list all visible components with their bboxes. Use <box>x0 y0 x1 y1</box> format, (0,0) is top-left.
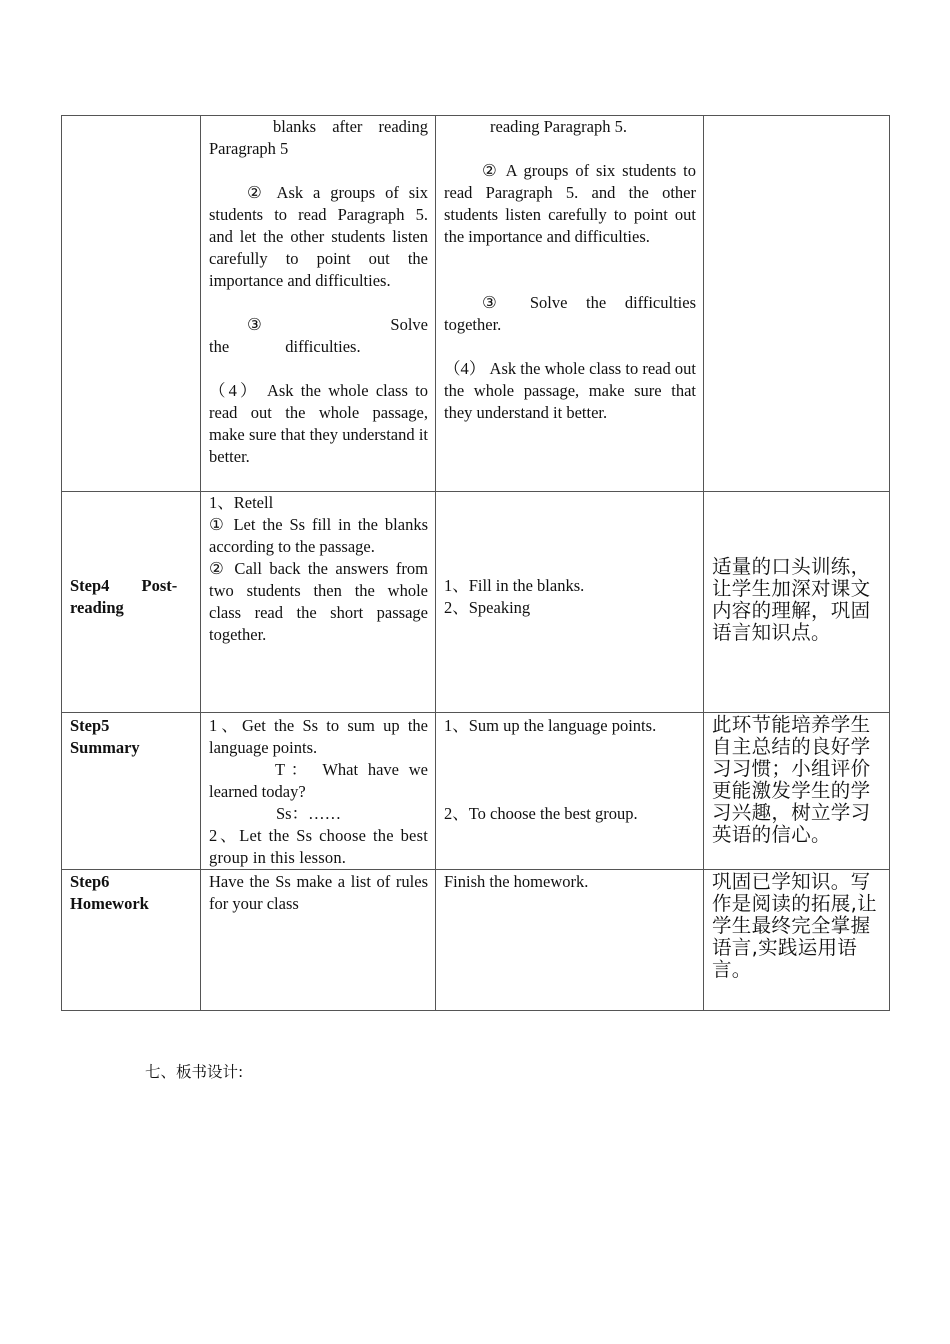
teacher-paragraph: blanks after reading Paragraph 5 <box>209 117 428 158</box>
purpose-cell <box>704 870 890 1011</box>
teacher-paragraph: 2、Let the Ss choose the best group in this lesson. <box>209 826 428 867</box>
table-row <box>62 492 890 713</box>
teacher-activity-cell <box>201 116 436 492</box>
step-cell <box>62 713 201 870</box>
table-row <box>62 870 890 1011</box>
teacher-paragraph: T： What have we learned today? <box>209 760 428 801</box>
table-row <box>62 713 890 870</box>
table-row <box>62 116 890 492</box>
step-title: Step4 Post- reading <box>70 576 178 617</box>
student-activity-cell <box>436 116 704 492</box>
purpose-text: 适量的口头训练，让学生加深对课文内容的理解，巩固语言知识点。 <box>712 555 871 644</box>
teacher-paragraph: Have the Ss make a list of rules for your class <box>209 872 428 913</box>
student-activity-cell <box>436 713 704 870</box>
student-line: 2、To choose the best group. <box>444 804 638 823</box>
purpose-cell <box>704 492 890 713</box>
student-activity-cell <box>436 870 704 1011</box>
teacher-paragraph: ② Call back the answers from two students then the whole class read the short passage together. <box>209 559 428 644</box>
student-activity-list <box>444 575 696 619</box>
student-line: 1、Sum up the language points. <box>444 716 657 735</box>
teacher-paragraph: 1、Get the Ss to sum up the language points. <box>209 716 428 757</box>
student-paragraph: ② A groups of six students to read Paragraph 5. and the other students listen carefully to point out the importance and difficulties. <box>444 161 696 246</box>
purpose-cell <box>704 713 890 870</box>
teacher-activity-cell <box>201 713 436 870</box>
teacher-paragraph: ① Let the Ss fill in the blanks according to the passage. <box>209 515 428 556</box>
student-line: 2、Speaking <box>444 598 531 617</box>
purpose-text: 巩固已学知识。写作是阅读的拓展,让学生最终完全掌握语言,实践运用语言。 <box>712 870 877 981</box>
section-heading: 七、板书设计: <box>145 1063 244 1081</box>
step-cell <box>62 870 201 1011</box>
teacher-line: 1、Retell <box>209 493 274 512</box>
student-paragraph: reading Paragraph 5. <box>490 117 627 136</box>
student-activity-cell <box>436 492 704 713</box>
student-line: 1、Fill in the blanks. <box>444 576 585 595</box>
teacher-activity-cell <box>201 870 436 1011</box>
teacher-paragraph: Ss：…… <box>276 804 342 823</box>
student-paragraph: ③ Solve the difficulties together. <box>444 293 696 334</box>
step-title: Step6 Homework <box>70 872 149 913</box>
teacher-activity-cell <box>201 492 436 713</box>
lesson-plan-table <box>61 115 890 1011</box>
teacher-paragraph: （4） Ask the whole class to read out the whole passage, make sure that they understand it better. <box>209 381 428 466</box>
student-line: Finish the homework. <box>444 872 589 891</box>
step-cell <box>62 492 201 713</box>
teacher-paragraph: ② Ask a groups of six students to read Paragraph 5. and let the other students listen carefully to point out the importance and difficulties. <box>209 183 428 290</box>
step-title: Step5 Summary <box>70 716 140 757</box>
purpose-text: 此环节能培养学生自主总结的良好学习习惯；小组评价更能激发学生的学习兴趣，树立学习英语的信心。 <box>712 713 871 846</box>
step-cell <box>62 116 201 492</box>
teacher-paragraph: ③ Solve the difficulties. <box>209 315 428 356</box>
purpose-cell <box>704 116 890 492</box>
student-paragraph: （4） Ask the whole class to read out the whole passage, make sure that they understand it better. <box>444 359 696 422</box>
